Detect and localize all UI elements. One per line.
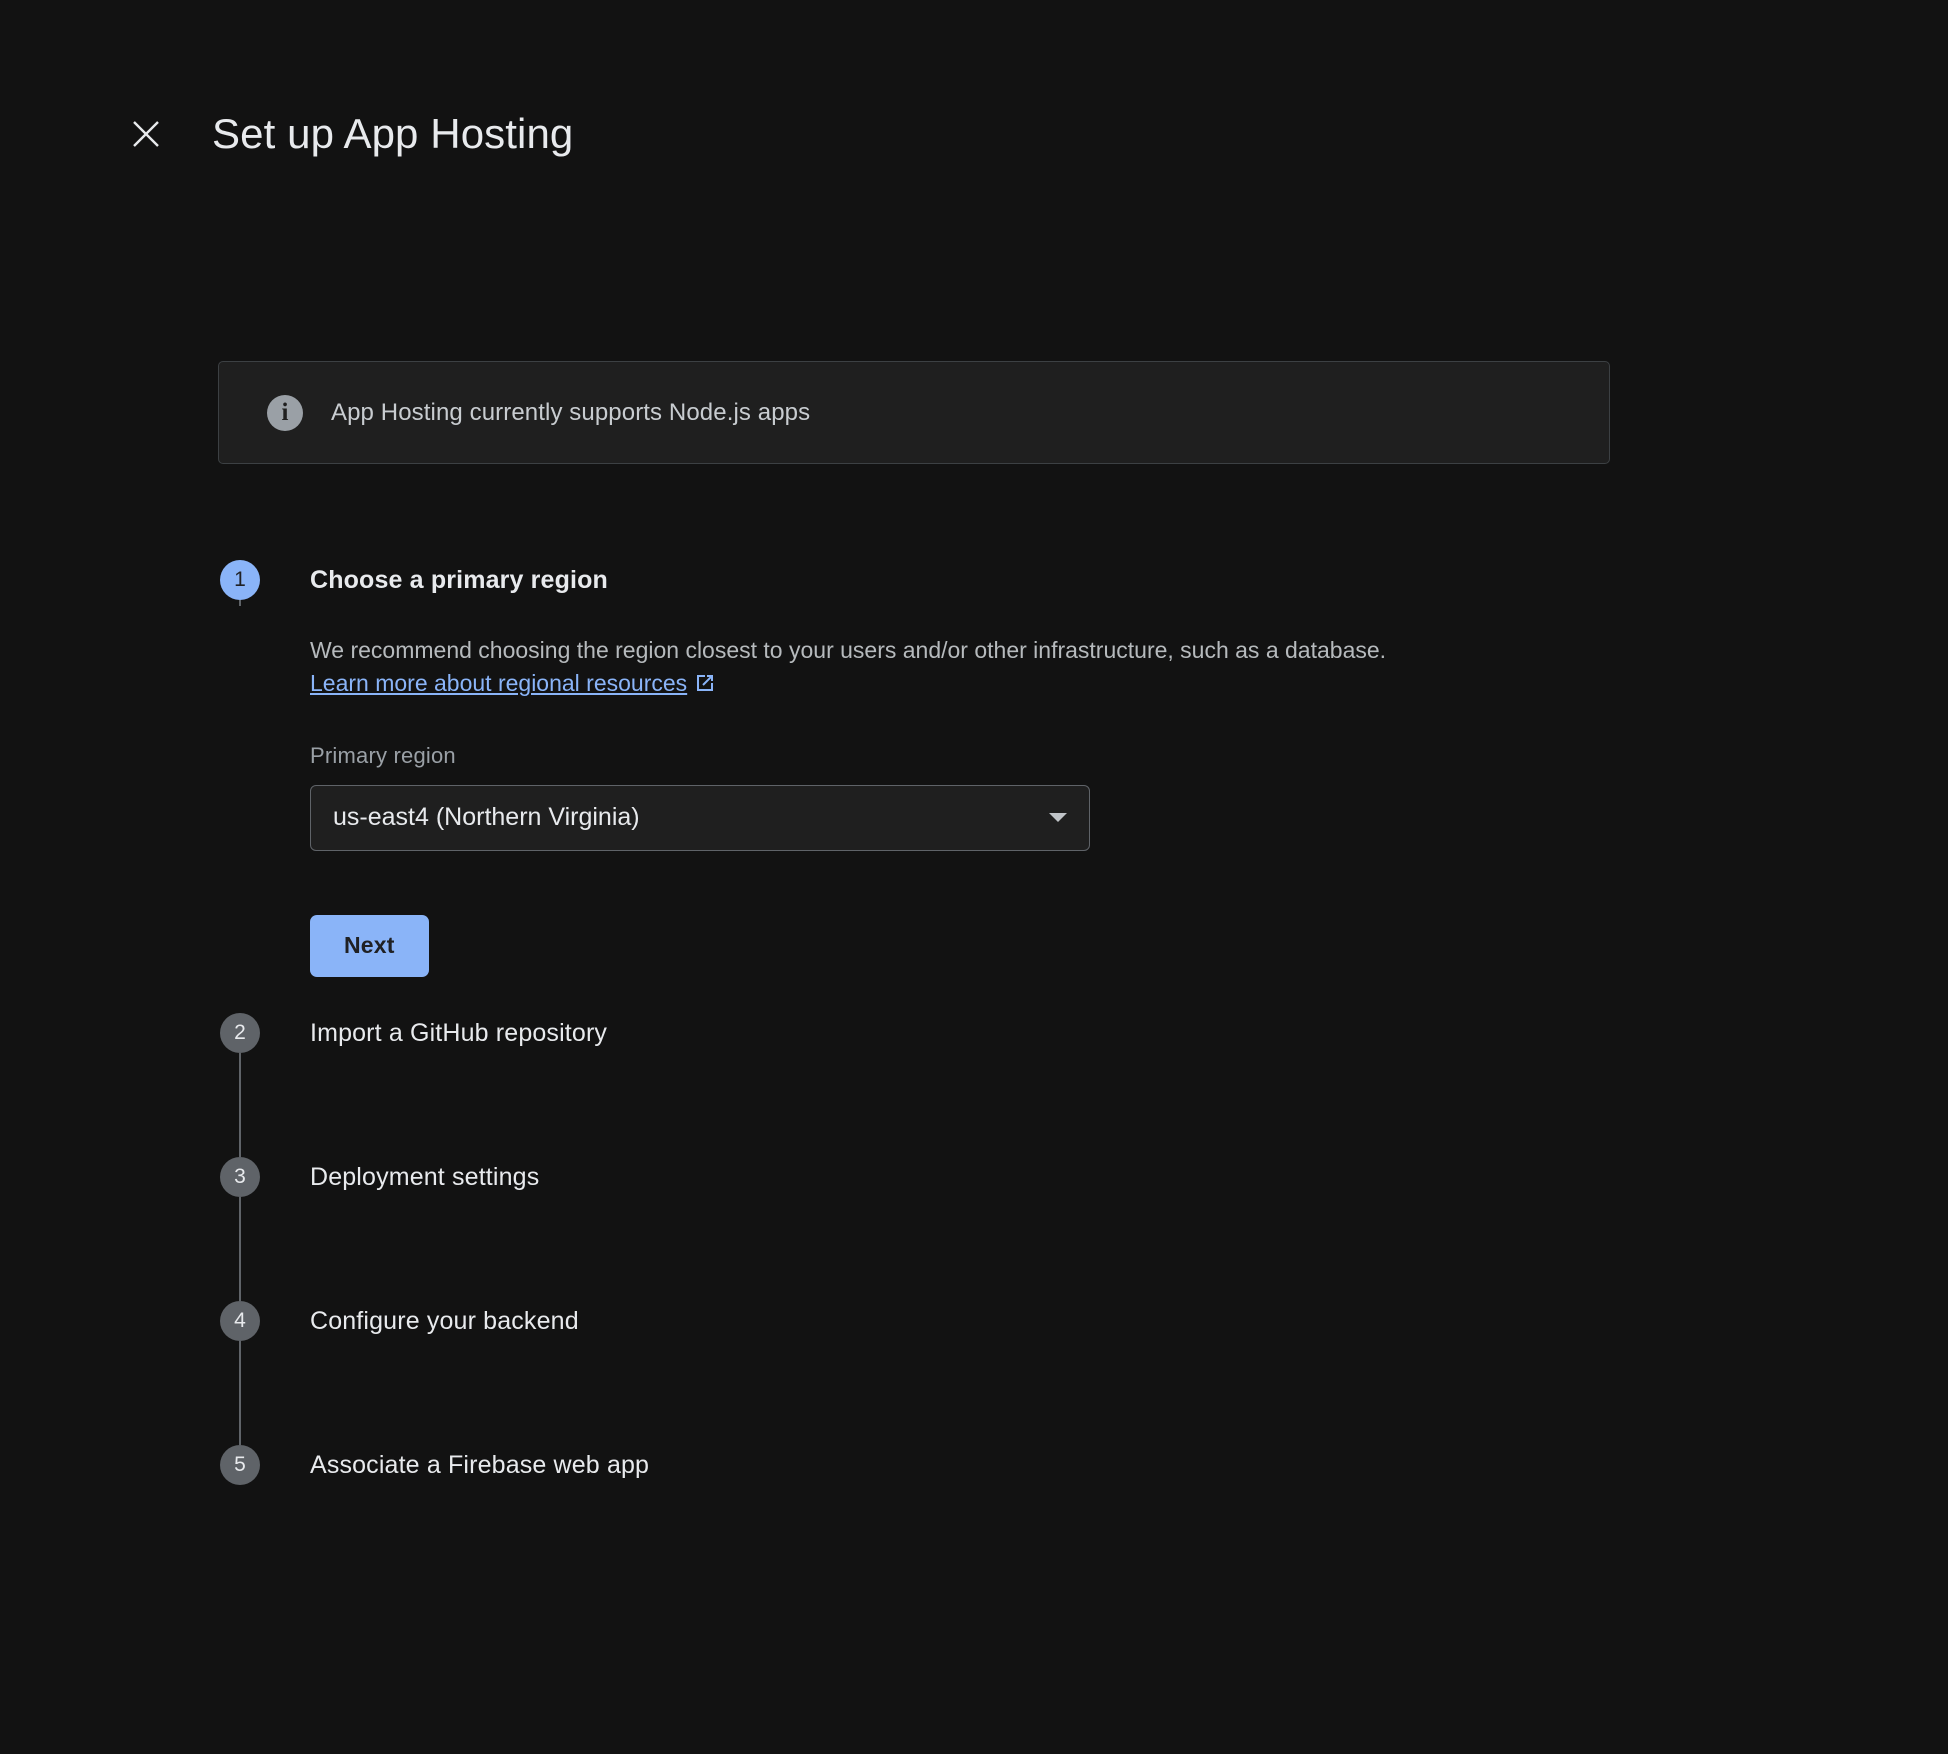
- step-4-title: Configure your backend: [310, 1306, 579, 1335]
- step-3-title: Deployment settings: [310, 1162, 540, 1191]
- step-1-description: [310, 634, 1515, 703]
- step-1-content: [310, 600, 1718, 1013]
- step-5-marker: [218, 1445, 262, 1485]
- step-4-body: [262, 1301, 1718, 1445]
- info-icon: i: [267, 395, 303, 431]
- step-5-title: Associate a Firebase web app: [310, 1450, 650, 1479]
- chevron-down-icon: [1049, 813, 1067, 822]
- step-4[interactable]: [218, 1301, 1718, 1445]
- step-2-title: Import a GitHub repository: [310, 1018, 608, 1047]
- step-1-description-text: We recommend choosing the region closest to your users and/or other infrastructure, such as a database.: [310, 637, 1387, 663]
- step-1-marker: [218, 560, 262, 600]
- step-connector: [239, 1341, 241, 1445]
- step-5-number: 5: [220, 1445, 260, 1485]
- step-4-number: 4: [220, 1301, 260, 1341]
- primary-region-value: us-east4 (Northern Virginia): [333, 803, 640, 832]
- step-connector: [239, 600, 241, 606]
- primary-region-select[interactable]: [310, 785, 1090, 851]
- step-2-body: [262, 1013, 1718, 1157]
- step-4-marker: [218, 1301, 262, 1341]
- step-1-number: 1: [220, 560, 260, 600]
- step-1-title: Choose a primary region: [310, 566, 608, 594]
- step-3-number: 3: [220, 1157, 260, 1197]
- step-1: [218, 560, 1718, 1013]
- info-banner-text: App Hosting currently supports Node.js apps: [331, 398, 811, 426]
- step-2[interactable]: [218, 1013, 1718, 1157]
- setup-stepper: [218, 560, 1718, 1485]
- info-banner: [218, 361, 1610, 464]
- primary-region-label: Primary region: [310, 742, 456, 768]
- step-1-body: [262, 560, 1718, 1013]
- step-5-body: [262, 1445, 1718, 1485]
- step-2-number: 2: [220, 1013, 260, 1053]
- step-3[interactable]: [218, 1157, 1718, 1301]
- step-3-marker: [218, 1157, 262, 1197]
- external-link-icon[interactable]: [695, 669, 715, 702]
- close-icon[interactable]: [124, 112, 168, 156]
- step-connector: [239, 1053, 241, 1157]
- step-2-marker: [218, 1013, 262, 1053]
- page-title: Set up App Hosting: [212, 110, 574, 157]
- learn-more-link[interactable]: Learn more about regional resources: [310, 670, 688, 697]
- page-header: [124, 112, 573, 156]
- next-button[interactable]: Next: [310, 915, 429, 977]
- step-5[interactable]: [218, 1445, 1718, 1485]
- step-3-body: [262, 1157, 1718, 1301]
- step-connector: [239, 1197, 241, 1301]
